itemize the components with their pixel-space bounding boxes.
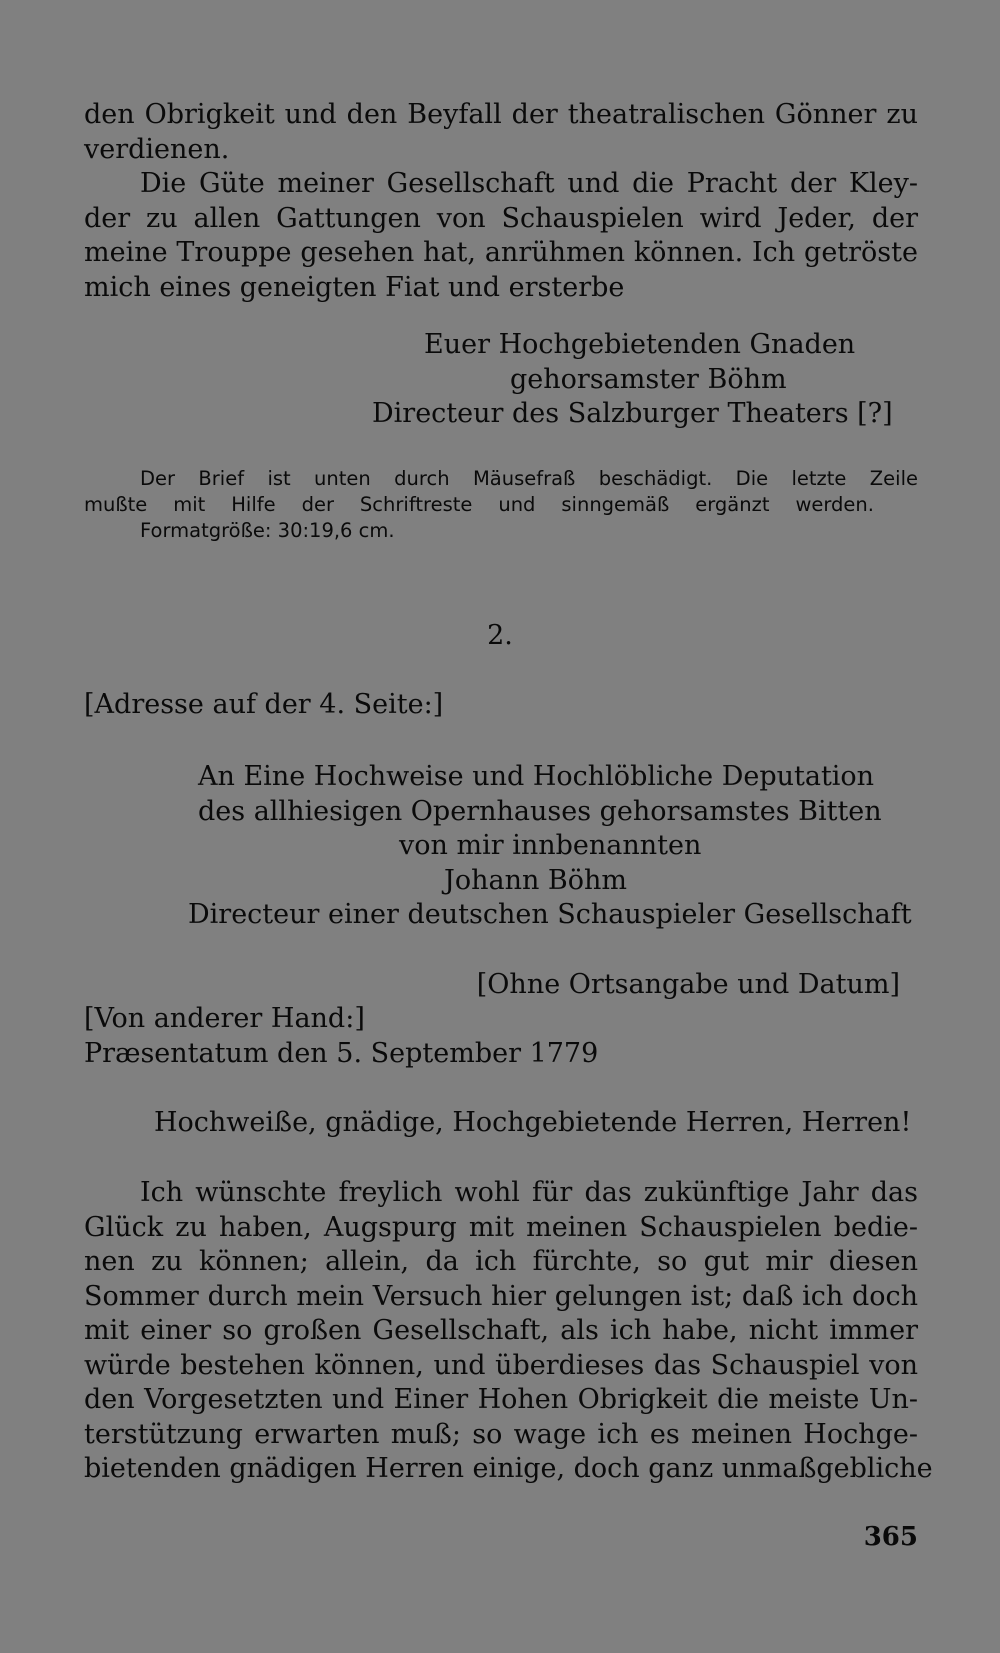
text-line: verdienen.	[84, 133, 230, 165]
text-line: bietenden gnädigen Herren einige, doch ganz unmaßgebliche	[84, 1453, 933, 1484]
text-line: nen zu können; allein, da ich fürchte, so gut mir diesen	[84, 1246, 918, 1277]
address-label: [Adresse auf der 4. Seite:]	[84, 689, 444, 720]
address-line: von mir innbenannten	[399, 830, 702, 861]
other-hand-block	[84, 1002, 918, 1071]
text-line: mich eines geneigten Fiat und ersterbe	[84, 271, 625, 303]
text-line: terstützung erwarten muß; so wage ich es meinen Hochge-	[84, 1418, 918, 1450]
closing-line: Directeur des Salzburger Theaters [?]	[372, 398, 893, 429]
text-line: mit einer so großen Gesellschaft, als ich habe, nicht immer	[84, 1315, 918, 1346]
place-date-block	[84, 968, 918, 1003]
section-number: 2.	[487, 620, 513, 651]
text-line: Sommer durch mein Versuch hier gelungen ist; daß ich doch	[84, 1280, 918, 1312]
address-label-block	[84, 688, 918, 723]
text-line: Glück zu haben, Augspurg mit meinen Schauspielen bedie-	[84, 1211, 918, 1243]
text-line: den Vorgesetzten und Einer Hohen Obrigkeit die meiste Un-	[84, 1384, 918, 1415]
presentation-date: Præsentatum den 5. September 1779	[84, 1037, 599, 1069]
closing-signature	[370, 328, 918, 432]
paragraph-2	[84, 1176, 933, 1487]
note-line: mußte mit Hilfe der Schriftreste und sinngemäß ergänzt werden.	[84, 493, 874, 516]
text-line: den Obrigkeit und den Beyfall der theatralischen Gönner zu	[84, 99, 918, 130]
address-line: Johann Böhm	[444, 864, 628, 896]
closing-line: gehorsamster Böhm	[510, 363, 787, 395]
text-line: meine Trouppe gesehen hat, anrühmen können. Ich getröste	[84, 237, 918, 268]
paragraph-1	[84, 98, 918, 305]
note-line: Der Brief ist unten durch Mäusefraß beschädigt. Die letzte Zeile	[140, 467, 918, 490]
text-line: würde bestehen können, und überdieses das Schauspiel von	[84, 1349, 918, 1381]
other-hand-label: [Von anderer Hand:]	[84, 1003, 365, 1034]
note-line: Formatgröße: 30:19,6 cm.	[140, 519, 395, 542]
text-line: der zu allen Gattungen von Schauspielen wird Jeder, der	[84, 202, 918, 234]
editorial-note	[84, 466, 918, 544]
address-line: An Eine Hochweise und Hochlöbliche Deputation	[198, 761, 875, 792]
text-line: Die Güte meiner Gesellschaft und die Pracht der Kley-	[140, 168, 918, 199]
address-block	[180, 760, 920, 933]
place-date: [Ohne Ortsangabe und Datum]	[476, 969, 900, 1000]
text-line: Ich wünschte freylich wohl für das zukünftige Jahr das	[140, 1177, 918, 1208]
closing-line: Euer Hochgebietenden Gnaden	[424, 329, 856, 360]
salutation: Hochweiße, gnädige, Hochgebietende Herren, Herren!	[154, 1107, 912, 1138]
page-number: 365	[863, 1522, 918, 1552]
address-line: des allhiesigen Opernhauses gehorsamstes Bitten	[198, 795, 882, 827]
salutation-block	[84, 1106, 918, 1141]
address-line: Directeur einer deutschen Schauspieler Gesellschaft	[188, 899, 912, 930]
